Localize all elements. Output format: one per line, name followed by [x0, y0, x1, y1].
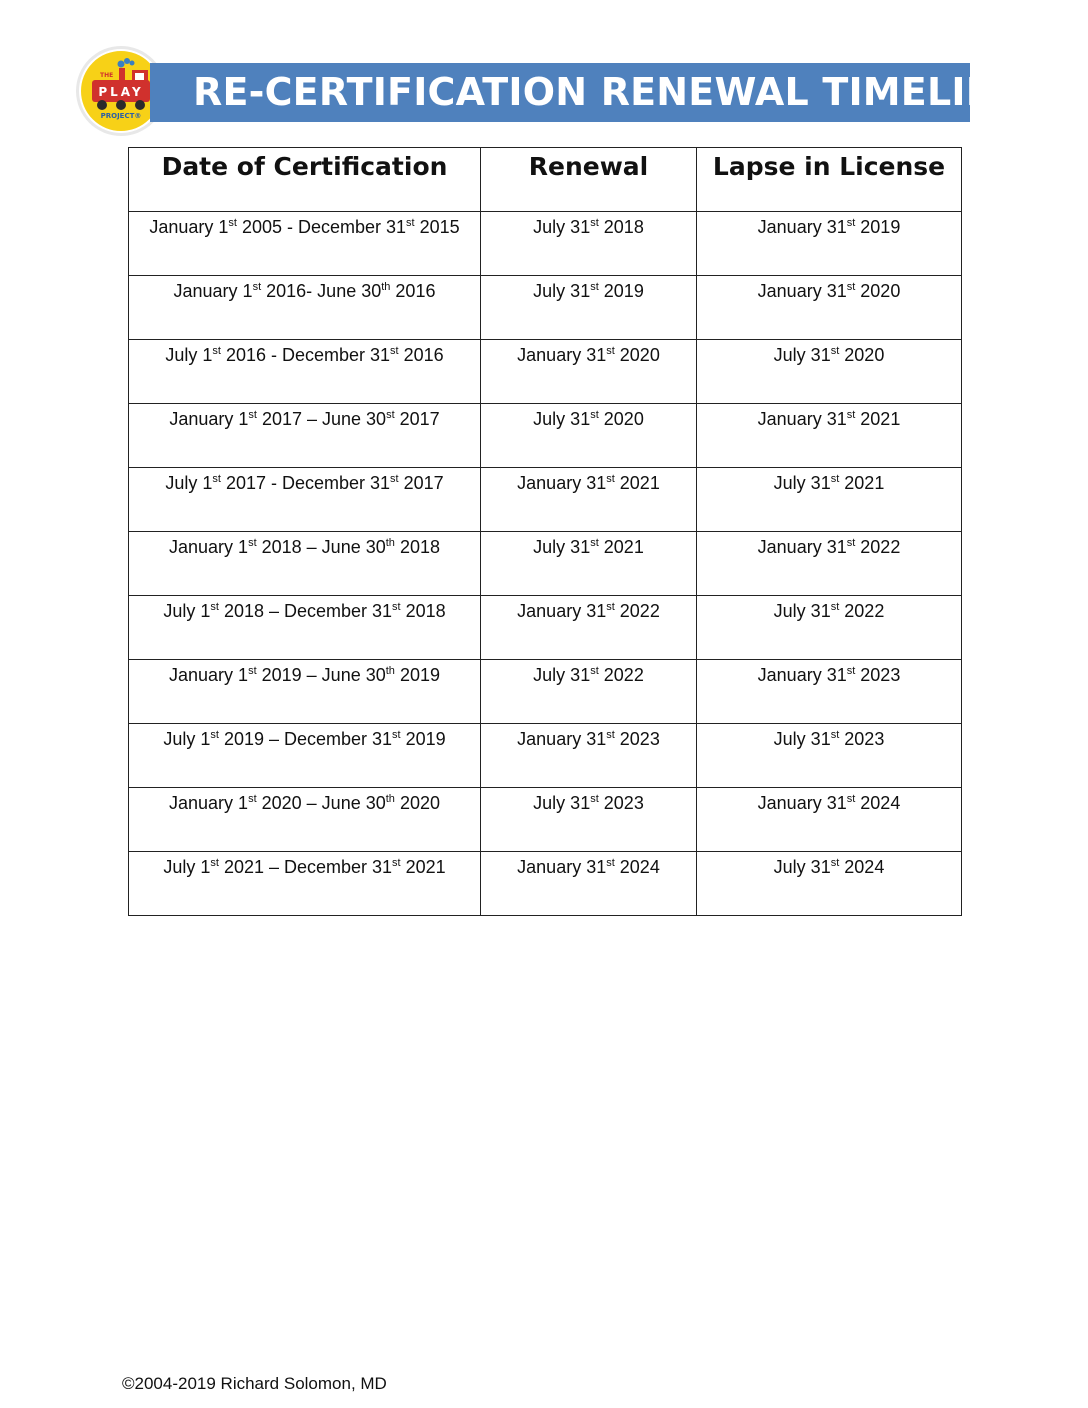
- ordinal-suffix: st: [390, 473, 399, 485]
- date-of-certification-cell: [129, 468, 481, 532]
- ordinal-suffix: st: [590, 537, 599, 549]
- ordinal-suffix: st: [210, 729, 219, 741]
- cell-text: 2017: [394, 409, 440, 429]
- ordinal-suffix: st: [830, 473, 840, 485]
- ordinal-suffix: st: [590, 409, 599, 421]
- renewal-cell: [481, 276, 697, 340]
- cell-text: 2021: [598, 537, 644, 557]
- lapse-in-license-cell: [697, 212, 962, 276]
- ordinal-suffix: st: [846, 409, 856, 421]
- cell-text: July 31: [773, 345, 831, 365]
- cell-text: 2018: [394, 537, 440, 557]
- date-of-certification-cell: [129, 660, 481, 724]
- table-row: [129, 788, 962, 852]
- cell-text: 2015: [414, 217, 460, 237]
- cell-text: 2005 - December 31: [236, 217, 407, 237]
- cell-text: 2016 - December 31: [220, 345, 391, 365]
- copyright-footer: ©2004-2019 Richard Solomon, MD: [122, 1374, 387, 1393]
- cell-text: January 1: [169, 537, 249, 557]
- cell-text: 2018 – June 30: [256, 537, 386, 557]
- ordinal-suffix: st: [606, 601, 615, 613]
- cell-text: January 31: [517, 729, 607, 749]
- cell-text: July 31: [533, 281, 591, 301]
- table-row: [129, 404, 962, 468]
- cell-text: 2022: [839, 601, 885, 621]
- cell-text: 2019: [394, 665, 440, 685]
- cell-text: July 31: [773, 729, 831, 749]
- ordinal-suffix: st: [590, 665, 599, 677]
- ordinal-suffix: st: [590, 217, 599, 229]
- cell-text: July 1: [165, 345, 213, 365]
- logo-text-mid: PLAY: [98, 85, 144, 99]
- table-row: [129, 212, 962, 276]
- cell-text: 2018: [598, 217, 644, 237]
- cell-text: January 31: [757, 793, 847, 813]
- date-of-certification-cell: [129, 852, 481, 916]
- date-of-certification-cell: [129, 212, 481, 276]
- cell-text: 2018: [400, 601, 446, 621]
- lapse-in-license-cell: [697, 788, 962, 852]
- cell-text: 2018 – December 31: [218, 601, 393, 621]
- table-row: [129, 596, 962, 660]
- ordinal-suffix: st: [248, 793, 257, 805]
- ordinal-suffix: st: [210, 601, 219, 613]
- date-of-certification-cell: [129, 788, 481, 852]
- lapse-in-license-cell: [697, 340, 962, 404]
- cell-text: January 31: [757, 281, 847, 301]
- cell-text: July 31: [533, 409, 591, 429]
- header-lapse-in-license: Lapse in License: [697, 148, 962, 212]
- cell-text: January 31: [757, 665, 847, 685]
- cell-text: 2019 – December 31: [218, 729, 393, 749]
- ordinal-suffix: st: [846, 793, 856, 805]
- ordinal-suffix: st: [248, 409, 257, 421]
- cell-text: 2022: [855, 537, 901, 557]
- cell-text: January 1: [169, 409, 249, 429]
- cell-text: 2024: [614, 857, 660, 877]
- lapse-in-license-cell: [697, 404, 962, 468]
- ordinal-suffix: st: [228, 217, 237, 229]
- cell-text: 2021 – December 31: [218, 857, 393, 877]
- ordinal-suffix: st: [386, 409, 395, 421]
- logo-text-bottom: PROJECT®: [100, 112, 142, 120]
- ordinal-suffix: st: [606, 857, 615, 869]
- renewal-cell: [481, 212, 697, 276]
- cell-text: July 31: [773, 601, 831, 621]
- ordinal-suffix: st: [606, 345, 615, 357]
- cell-text: January 31: [757, 537, 847, 557]
- renewal-cell: [481, 340, 697, 404]
- cell-text: 2019: [400, 729, 446, 749]
- renewal-cell: [481, 532, 697, 596]
- ordinal-suffix: st: [830, 729, 840, 741]
- renewal-cell: [481, 596, 697, 660]
- cell-text: January 31: [517, 857, 607, 877]
- date-of-certification-cell: [129, 596, 481, 660]
- cell-text: 2016- June 30: [261, 281, 382, 301]
- ordinal-suffix: st: [590, 793, 599, 805]
- renewal-cell: [481, 724, 697, 788]
- ordinal-suffix: st: [390, 345, 399, 357]
- cell-text: 2024: [855, 793, 901, 813]
- cell-text: January 31: [517, 473, 607, 493]
- ordinal-suffix: st: [846, 217, 856, 229]
- ordinal-suffix: st: [212, 473, 221, 485]
- ordinal-suffix: st: [248, 665, 257, 677]
- ordinal-suffix: st: [830, 345, 840, 357]
- ordinal-suffix: st: [606, 729, 615, 741]
- cell-text: January 31: [757, 217, 847, 237]
- cell-text: 2020: [614, 345, 660, 365]
- cell-text: 2023: [614, 729, 660, 749]
- cell-text: 2019: [855, 217, 901, 237]
- renewal-timeline-table: [128, 147, 962, 916]
- cell-text: January 1: [149, 217, 229, 237]
- renewal-cell: [481, 404, 697, 468]
- table-header-row: [129, 148, 962, 212]
- ordinal-suffix: st: [248, 537, 257, 549]
- ordinal-suffix: st: [406, 217, 415, 229]
- cell-text: July 1: [165, 473, 213, 493]
- cell-text: 2017: [398, 473, 444, 493]
- cell-text: July 1: [163, 857, 211, 877]
- lapse-in-license-cell: [697, 276, 962, 340]
- ordinal-suffix: th: [385, 665, 395, 677]
- date-of-certification-cell: [129, 340, 481, 404]
- ordinal-suffix: st: [830, 601, 840, 613]
- ordinal-suffix: st: [212, 345, 221, 357]
- cell-text: 2023: [855, 665, 901, 685]
- cell-text: July 31: [773, 857, 831, 877]
- ordinal-suffix: st: [846, 665, 856, 677]
- cell-text: 2021: [855, 409, 901, 429]
- ordinal-suffix: st: [590, 281, 599, 293]
- header-date-of-certification: Date of Certification: [129, 148, 481, 212]
- ordinal-suffix: st: [606, 473, 615, 485]
- table-row: [129, 276, 962, 340]
- cell-text: 2021: [614, 473, 660, 493]
- logo-text-top: THE: [100, 72, 114, 79]
- cell-text: July 1: [163, 729, 211, 749]
- cell-text: 2020 – June 30: [256, 793, 386, 813]
- cell-text: January 1: [169, 793, 249, 813]
- cell-text: 2021: [400, 857, 446, 877]
- ordinal-suffix: th: [385, 793, 395, 805]
- ordinal-suffix: st: [830, 857, 840, 869]
- page-title: RE-CERTIFICATION RENEWAL TIMELINE: [193, 70, 1024, 114]
- lapse-in-license-cell: [697, 468, 962, 532]
- ordinal-suffix: st: [252, 281, 262, 293]
- table-row: [129, 340, 962, 404]
- ordinal-suffix: st: [392, 857, 401, 869]
- cell-text: 2019 – June 30: [256, 665, 386, 685]
- cell-text: 2023: [839, 729, 885, 749]
- ordinal-suffix: th: [381, 281, 391, 293]
- renewal-cell: [481, 852, 697, 916]
- cell-text: January 31: [757, 409, 847, 429]
- header-renewal: Renewal: [481, 148, 697, 212]
- date-of-certification-cell: [129, 404, 481, 468]
- table-row: [129, 532, 962, 596]
- cell-text: 2022: [614, 601, 660, 621]
- cell-text: 2022: [598, 665, 644, 685]
- renewal-cell: [481, 788, 697, 852]
- cell-text: 2020: [598, 409, 644, 429]
- ordinal-suffix: st: [210, 857, 219, 869]
- date-of-certification-cell: [129, 276, 481, 340]
- lapse-in-license-cell: [697, 596, 962, 660]
- table-row: [129, 852, 962, 916]
- cell-text: 2019: [598, 281, 644, 301]
- cell-text: 2023: [598, 793, 644, 813]
- table-row: [129, 724, 962, 788]
- date-of-certification-cell: [129, 532, 481, 596]
- cell-text: 2020: [855, 281, 901, 301]
- ordinal-suffix: st: [846, 281, 856, 293]
- cell-text: 2017 – June 30: [256, 409, 387, 429]
- lapse-in-license-cell: [697, 852, 962, 916]
- ordinal-suffix: st: [392, 729, 401, 741]
- cell-text: 2021: [839, 473, 885, 493]
- renewal-cell: [481, 660, 697, 724]
- lapse-in-license-cell: [697, 724, 962, 788]
- table-row: [129, 468, 962, 532]
- cell-text: 2020: [839, 345, 885, 365]
- cell-text: July 31: [533, 537, 591, 557]
- cell-text: January 1: [173, 281, 253, 301]
- cell-text: July 31: [533, 793, 591, 813]
- lapse-in-license-cell: [697, 532, 962, 596]
- table-row: [129, 660, 962, 724]
- cell-text: July 31: [773, 473, 831, 493]
- cell-text: July 31: [533, 217, 591, 237]
- lapse-in-license-cell: [697, 660, 962, 724]
- cell-text: 2016: [390, 281, 436, 301]
- cell-text: 2024: [839, 857, 885, 877]
- date-of-certification-cell: [129, 724, 481, 788]
- cell-text: January 31: [517, 345, 607, 365]
- cell-text: January 1: [169, 665, 249, 685]
- cell-text: July 1: [163, 601, 211, 621]
- renewal-cell: [481, 468, 697, 532]
- ordinal-suffix: th: [385, 537, 395, 549]
- cell-text: July 31: [533, 665, 591, 685]
- cell-text: 2017 - December 31: [220, 473, 391, 493]
- cell-text: 2020: [394, 793, 440, 813]
- cell-text: 2016: [398, 345, 444, 365]
- cell-text: January 31: [517, 601, 607, 621]
- ordinal-suffix: st: [846, 537, 856, 549]
- ordinal-suffix: st: [392, 601, 401, 613]
